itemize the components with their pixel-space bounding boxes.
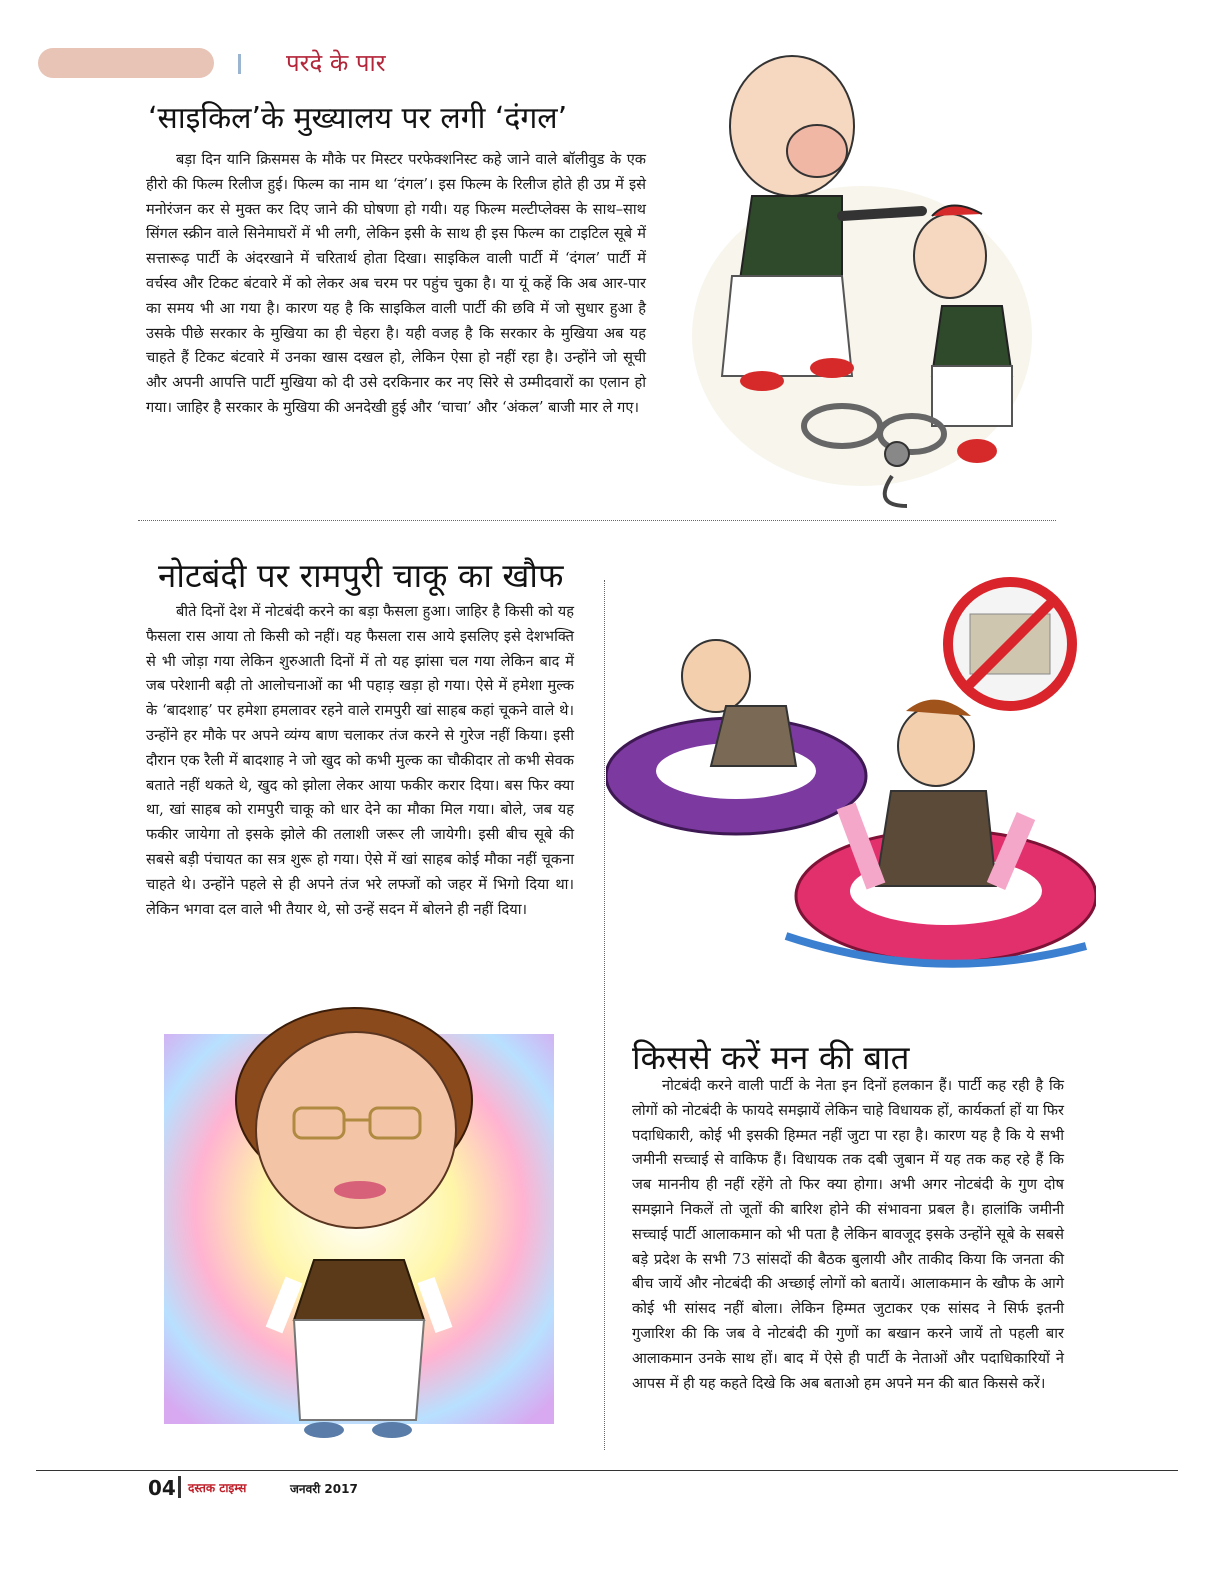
cartoon-demonetisation [606, 566, 1096, 986]
header-separator [238, 54, 241, 74]
article-2-title: नोटबंदी पर रामपुरी चाकू का खौफ [158, 556, 564, 595]
column-divider [604, 580, 605, 1450]
footer-separator [178, 1476, 181, 1498]
publication-logo: दस्तक टाइम्स [188, 1481, 247, 1495]
article-2-body: बीते दिनों देश में नोटबंदी करने का बड़ा फैसला हुआ। जाहिर है किसी को यह फैसला रास आया तो किसी को नहीं। यह फैसला रास आये इसलिए इसे देशभक्ति से भी जोड़ा गया लेकिन शुरुआती दिनों में तो यह झांसा चल गया लेकिन बाद में जब परेशानी बढ़ी तो आलोचनाओं का भी पहाड़ खड़ा हो गया। ऐसे में हमेशा मुल्क के ‘बादशाह’ पर हमेशा हमलावर रहने वाले रामपुरी खां साहब कहां चूकने वाले थे। उन्होंने हर मौके पर अपने व्यंग्य बाण चलाकर तंज करने से गुरेज नहीं किया। इसी दौरान एक रैली में बादशाह ने जो खुद को कभी मुल्क का चौकीदार तो कभी सेवक बताते नहीं थकते थे, खुद को झोला लेकर आया फकीर करार दिया। बस फिर क्या था, खां साहब को रामपुरी चाकू को धार देने का मौका मिल गया। बोले, जब यह फकीर जायेगा तो इसके झोले की तलाशी जरूर ली जायेगी। इसी बीच सूबे की सबसे बड़ी पंचायत का सत्र शुरू हो गया। ऐसे में खां साहब कोई मौका नहीं चूकना चाहते थे। उन्होंने पहले से ही अपने तंज भरे लफ्जों को जहर में भिगो दिया था। लेकिन भगवा दल वाले भी तैयार थे, सो उन्हें सदन में बोलने ही नहीं दिया। [146, 603, 574, 918]
issue-date: जनवरी 2017 [290, 1482, 358, 1496]
cartoon-cycle-dispute [692, 36, 1056, 522]
section-divider [138, 520, 1056, 521]
caricature-portrait [164, 990, 556, 1450]
article-1-title: ‘साइकिल’के मुख्यालय पर लगी ‘दंगल’ [148, 101, 568, 136]
article-3-title: किससे करें मन की बात [632, 1038, 910, 1077]
footer-rule [36, 1470, 1178, 1471]
section-label: परदे के पार [286, 49, 386, 77]
page-number: 04 [148, 1476, 176, 1500]
section-tab-decoration [38, 48, 214, 78]
article-3-body: नोटबंदी करने वाली पार्टी के नेता इन दिनों हलकान हैं। पार्टी कह रही है कि लोगों को नोटबंदी के फायदे समझायें लेकिन चाहे विधायक हों, कार्यकर्ता हों या फिर पदाधिकारी, कोई भी इसकी हिम्मत नहीं जुटा पा रहा है। कारण यह है कि ये सभी जमीनी सच्चाई से वाकिफ हैं। विधायक तक दबी जुबान में यह तक कह रहे हैं कि जब माननीय ही नहीं रहेंगे तो फिर क्या होगा। अभी अगर नोटबंदी के गुण दोष समझाने निकलें तो जूतों की बारिश होने की संभावना प्रबल है। हालांकि जमीनी सच्चाई पार्टी आलाकमान को भी पता है लेकिन बावजूद इसके उन्होंने सूबे के सबसे बड़े प्रदेश के सभी 73 सांसदों की बैठक बुलायी और ताकीद किया कि जनता की बीच जायें और नोटबंदी की अच्छाई लोगों को बतायें। आलाकमान के खौफ के आगे कोई भी सांसद नहीं बोला। लेकिन हिम्मत जुटाकर एक सांसद ने सिर्फ इतनी गुजारिश की कि जब वे नोटबंदी की गुणों का बखान करने जायें तो पहली बार आलाकमान उनके साथ हों। बाद में ऐसे ही पार्टी के नेताओं और पदाधिकारियों ने आपस में ही यह कहते दिखे कि अब बताओ हम अपने मन की बात किससे करें। [632, 1077, 1064, 1392]
article-1-body: बड़ा दिन यानि क्रिसमस के मौके पर मिस्टर परफेक्शनिस्ट कहे जाने वाले बॉलीवुड के एक हीरो की फिल्म रिलीज हुई। फिल्म का नाम था ‘दंगल’। इस फिल्म के रिलीज होते ही उप्र में इसे मनोरंजन कर से मुक्त कर दिए जाने की घोषणा हो गयी। यह फिल्म मल्टीप्लेक्स के साथ–साथ सिंगल स्क्रीन वाले सिनेमाघरों में भी लगी, लेकिन इसी के साथ ही इस फिल्म का टाइटिल सूबे में सत्तारूढ़ पार्टी के अंदरखाने में चरितार्थ होता दिखा। साइकिल वाली पार्टी में ‘दंगल’ पार्टी में वर्चस्व और टिकट बंटवारे में को लेकर अब चरम पर पहुंच चुका है। या यूं कहें कि अब आर-पार का समय भी आ गया है। कारण यह है कि साइकिल वाली पार्टी की छवि में जो सुधार हुआ है उसके पीछे सरकार के मुखिया का ही चेहरा है। यही वजह है कि सरकार के मुखिया अब यह चाहते हैं टिकट बंटवारे में उनका खास दखल हो, लेकिन ऐसा हो नहीं रहा है। उन्होंने जो सूची और अपनी आपत्ति पार्टी मुखिया को दी उसे दरकिनार कर नए सिरे से उम्मीदवारों का एलान हो गया। जाहिर है सरकार के मुखिया की अनदेखी हुई और ‘चाचा’ और ‘अंकल’ बाजी मार ले गए। [146, 151, 646, 416]
